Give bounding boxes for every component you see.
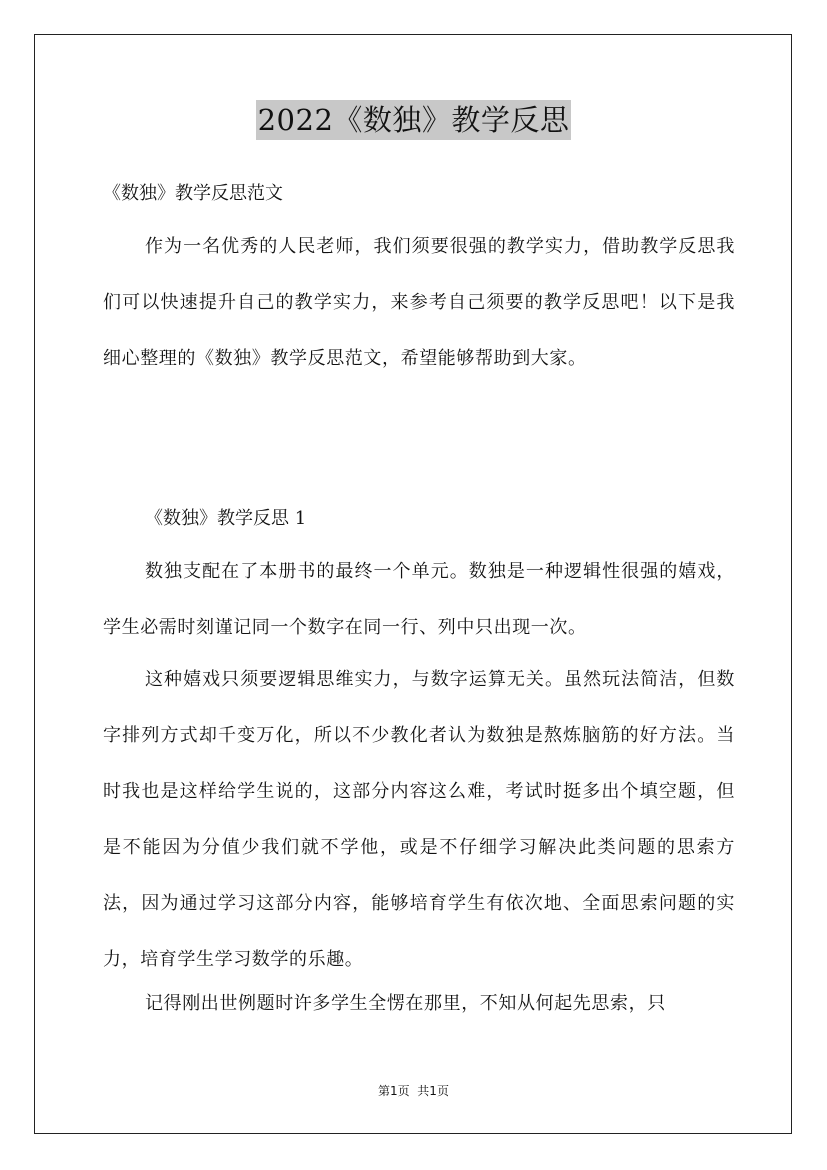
- section-heading: 《数独》教学反思 1: [145, 508, 307, 529]
- body-paragraph-3: 记得刚出世例题时许多学生全愣在那里，不知从何起先思索，只: [145, 993, 666, 1014]
- document-subtitle: 《数独》教学反思范文: [103, 183, 283, 204]
- intro-paragraph: 作为一名优秀的人民老师，我们须要很强的教学实力，借助教学反思我们可以快速提升自己的教学实力，来参考自己须要的教学反思吧！以下是我细心整理的《数独》教学反思范文，希望能够帮助到大家。: [103, 236, 735, 369]
- body-paragraph-1: 数独支配在了本册书的最终一个单元。数独是一种逻辑性很强的嬉戏，学生必需时刻谨记同一个数字在同一行、列中只出现一次。: [103, 561, 735, 638]
- body-paragraph-2: 这种嬉戏只须要逻辑思维实力，与数字运算无关。虽然玩法简洁，但数字排列方式却千变万化，所以不少教化者认为数独是熬炼脑筋的好方法。当时我也是这样给学生说的，这部分内容这么难，考试时挺多出个填空题，但是不能因为分值少我们就不学他，或是不仔细学习解决此类问题的思索方法，因为通过学习这部分内容，能够培育学生有依次地、全面思索问题的实力，培育学生学习数学的乐趣。: [103, 669, 735, 970]
- document-title: 2022《数独》教学反思: [256, 100, 572, 140]
- title-container: [0, 100, 827, 140]
- page-footer: 第1页 共1页: [378, 1084, 449, 1098]
